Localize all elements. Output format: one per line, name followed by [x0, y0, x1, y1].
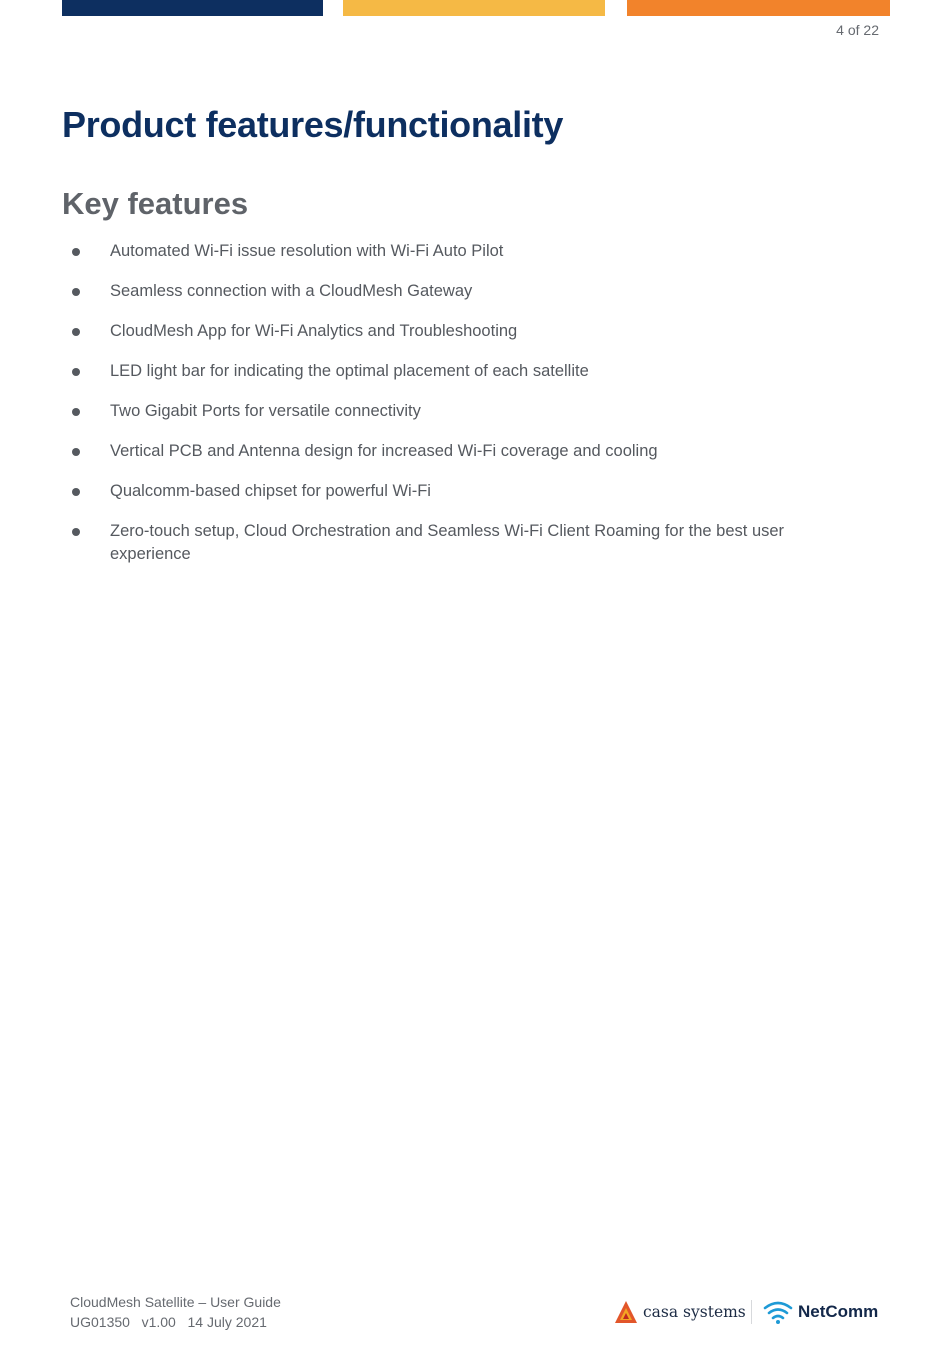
feature-list	[62, 240, 822, 583]
casa-systems-logo	[614, 1298, 746, 1326]
footer-doc-title: CloudMesh Satellite – User Guide	[70, 1294, 281, 1310]
bullet-icon	[72, 288, 80, 296]
feature-text: Seamless connection with a CloudMesh Gateway	[110, 282, 473, 300]
feature-text: LED light bar for indicating the optimal placement of each satellite	[110, 362, 589, 380]
footer-doc-meta: UG01350 v1.00 14 July 2021	[70, 1314, 267, 1330]
feature-text: Zero-touch setup, Cloud Orchestration and Seamless Wi-Fi Client Roaming for the best user experience	[110, 522, 785, 563]
list-item	[62, 320, 822, 343]
bullet-icon	[72, 368, 80, 376]
bullet-icon	[72, 328, 80, 336]
logo-divider	[751, 1300, 752, 1324]
list-item	[62, 360, 822, 383]
list-item	[62, 280, 822, 303]
header-bar-navy	[62, 0, 323, 16]
netcomm-logo	[763, 1298, 878, 1326]
casa-wordmark: casa systems	[643, 1303, 746, 1321]
list-item	[62, 400, 822, 423]
feature-text: CloudMesh App for Wi-Fi Analytics and Troubleshooting	[110, 322, 518, 340]
section-title: Key features	[62, 186, 249, 221]
bullet-icon	[72, 408, 80, 416]
list-item	[62, 520, 822, 566]
list-item	[62, 480, 822, 503]
list-item	[62, 240, 822, 263]
feature-text: Two Gigabit Ports for versatile connectivity	[110, 402, 421, 420]
footer-doc-info	[70, 1292, 281, 1332]
list-item	[62, 440, 822, 463]
netcomm-wave-icon	[763, 1299, 793, 1325]
bullet-icon	[72, 248, 80, 256]
page-number: 4 of 22	[836, 22, 879, 38]
header-bar-orange	[627, 0, 890, 16]
bullet-icon	[72, 488, 80, 496]
bullet-icon	[72, 528, 80, 536]
page-title: Product features/functionality	[62, 104, 564, 145]
feature-text: Automated Wi-Fi issue resolution with Wi-Fi Auto Pilot	[110, 242, 504, 260]
netcomm-wordmark: NetComm	[798, 1302, 879, 1321]
casa-triangle-icon	[614, 1300, 638, 1324]
header-bar-yellow	[343, 0, 605, 16]
bullet-icon	[72, 448, 80, 456]
feature-text: Vertical PCB and Antenna design for increased Wi-Fi coverage and cooling	[110, 442, 658, 460]
feature-text: Qualcomm-based chipset for powerful Wi-Fi	[110, 482, 431, 500]
